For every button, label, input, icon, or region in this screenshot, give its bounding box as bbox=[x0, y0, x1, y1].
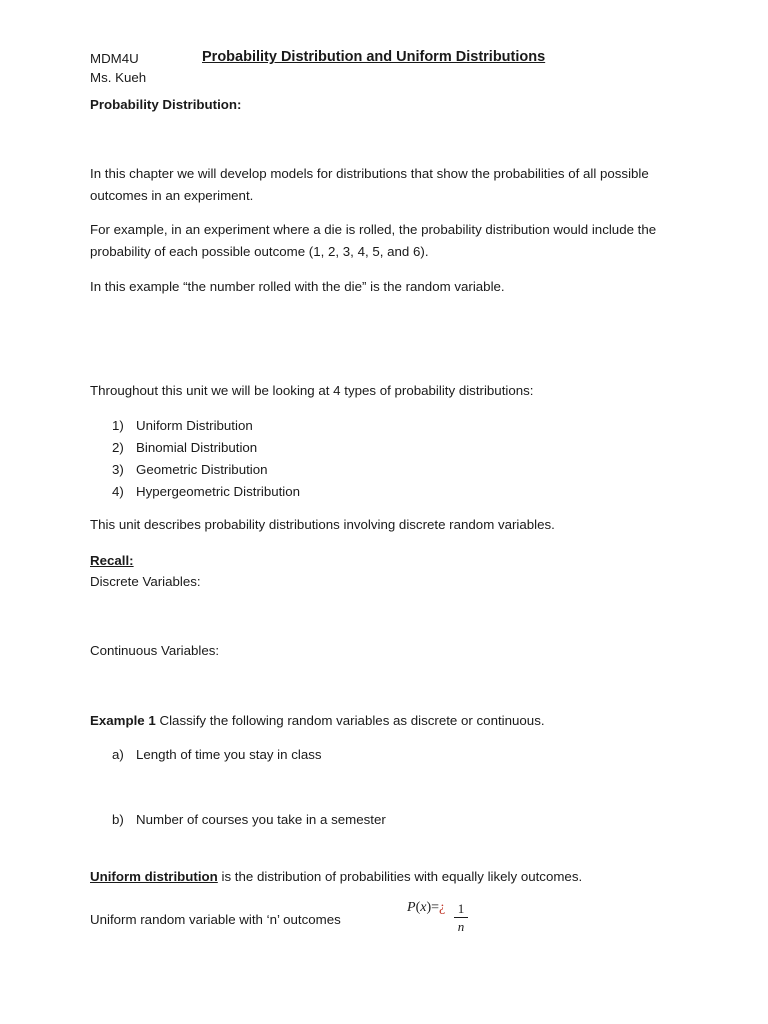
formula-glyph: ¿ bbox=[439, 900, 446, 915]
example-paragraph: For example, in an experiment where a die is rolled, the probability distribution would include the probability of each possible outcome (1, 2, 3, 4, 5, and 6). bbox=[90, 222, 657, 259]
fraction-bar bbox=[454, 917, 468, 918]
question-a-text: Length of time you stay in class bbox=[136, 747, 322, 762]
fraction-numerator: 1 bbox=[457, 901, 465, 916]
list-item-number: 1) bbox=[112, 418, 124, 433]
random-variable-paragraph: In this example “the number rolled with the die” is the random variable. bbox=[90, 279, 505, 294]
question-b-text: Number of courses you take in a semester bbox=[136, 812, 386, 827]
recall-heading: Recall: bbox=[90, 553, 134, 568]
question-b-number: b) bbox=[112, 812, 124, 827]
uniform-definition-text: is the distribution of probabilities with equally likely outcomes. bbox=[217, 869, 583, 884]
types-summary: This unit describes probability distributions involving discrete random variables. bbox=[90, 517, 555, 532]
fraction-denominator: n bbox=[457, 919, 465, 934]
course-code: MDM4U bbox=[90, 51, 139, 66]
section-heading-probability-distribution: Probability Distribution: bbox=[90, 97, 242, 112]
list-item-hypergeometric: Hypergeometric Distribution bbox=[136, 484, 301, 499]
teacher-name: Ms. Kueh bbox=[90, 70, 147, 85]
list-item-number: 3) bbox=[112, 462, 124, 477]
example-1 bbox=[90, 713, 545, 728]
formula-fraction bbox=[454, 901, 468, 934]
uniform-variable-text: Uniform random variable with ‘n’ outcomes bbox=[90, 912, 341, 927]
list-item-number: 2) bbox=[112, 440, 124, 455]
list-item-uniform: Uniform Distribution bbox=[136, 418, 253, 433]
list-item-binomial: Binomial Distribution bbox=[136, 440, 258, 455]
list-item-geometric: Geometric Distribution bbox=[136, 462, 268, 477]
list-item-number: 4) bbox=[112, 484, 124, 499]
continuous-variables-label: Continuous Variables: bbox=[90, 643, 220, 658]
uniform-definition bbox=[90, 869, 582, 884]
example-1-prompt: Classify the following random variables as discrete or continuous. bbox=[155, 713, 545, 728]
uniform-formula: P(x)=¿ bbox=[407, 900, 446, 915]
discrete-variables-label: Discrete Variables: bbox=[90, 574, 201, 589]
page-title: Probability Distribution and Uniform Distributions bbox=[202, 49, 546, 65]
uniform-term: Uniform distribution bbox=[90, 869, 218, 884]
intro-paragraph: In this chapter we will develop models for distributions that show the probabilities of all possible outcomes in an experiment. bbox=[90, 166, 649, 203]
question-a-number: a) bbox=[112, 747, 124, 762]
types-intro: Throughout this unit we will be looking at 4 types of probability distributions: bbox=[90, 383, 534, 398]
example-1-label: Example 1 bbox=[90, 713, 156, 728]
